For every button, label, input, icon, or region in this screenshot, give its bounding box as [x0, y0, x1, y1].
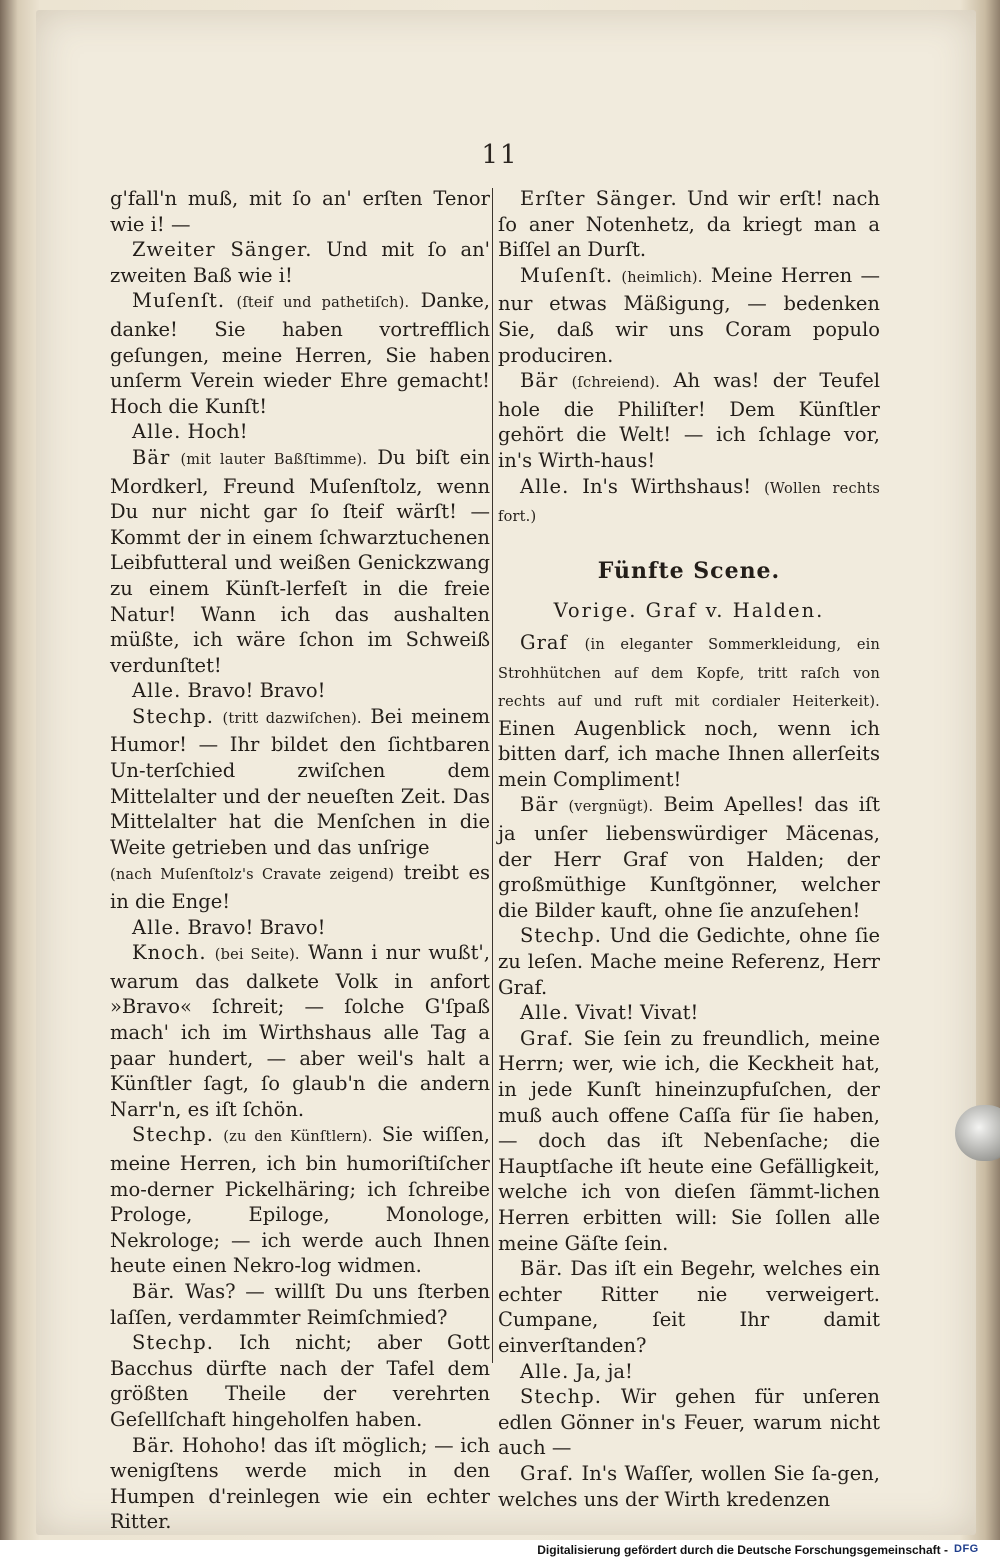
dialogue-paragraph [110, 704, 490, 861]
speaker-name: Alle. [132, 420, 182, 444]
stage-direction: (tritt dazwiſchen). [222, 710, 362, 727]
speaker-name: Graf. [520, 1026, 575, 1050]
speaker-name: Alle. [520, 1359, 570, 1383]
dialogue-text: Und wir erſt! nach ſo aner Notenhetz, da kriegt man a Biſſel an Durſt. [498, 187, 880, 262]
dialogue-text: Du biſt ein Mordkerl, Freund Muſenſtolz, wenn Du nur nicht gar ſo ſteif wärſt! — Kommt der in einem ſchwarztuchenen Leibfutteral und weißen Genickzwang zu einem Künſt‑lerfeſt in die freie Natur! Wann ich das aushalten müßte, ich wäre ſchon im Schweiß verdunſtet! [110, 445, 491, 677]
speaker-name: Stechp. [132, 704, 214, 728]
dialogue-text: Hohoho! das iſt möglich; — ich wenigſtens werde mich in den Humpen d'reinlegen wie ein echter Ritter. [110, 1433, 491, 1534]
dialogue-paragraph [498, 474, 880, 531]
speaker-name: Stechp. [132, 1331, 214, 1355]
speaker-name: Graf [520, 630, 568, 654]
dialogue-paragraph [498, 1256, 880, 1358]
dialogue-paragraph [498, 263, 880, 368]
speaker-name: Bär. [132, 1279, 176, 1303]
speaker-name: Muſenſt. [520, 263, 614, 287]
dialogue-text: Beim Apelles! das iſt ja unſer liebenswürdiger Mäcenas, der Herr Graf von Halden; der großmüthige Kunſtgönner, welcher die Bilder kauft, ohne ſie anzuſehen! [498, 793, 880, 922]
dialogue-text: Meine Herren — nur etwas Mäßigung, — bedenken Sie, daß wir uns Coram populo produciren. [498, 263, 881, 367]
dialogue-text: Was? — willſt Du uns ſterben laſſen, verdammter Reimſchmied? [110, 1279, 490, 1329]
dialogue-paragraph [498, 923, 880, 1000]
dialogue-text: Einen Augenblick noch, wenn ich bitten darf, ich mache Ihnen allerſeits mein Compliment! [498, 716, 880, 791]
speaker-name: Bär [132, 445, 171, 469]
dialogue-paragraph [110, 940, 490, 1122]
dialogue-text: Bravo! Bravo! [187, 915, 326, 939]
stage-direction: (vergnügt). [568, 799, 654, 816]
dialogue-paragraph [110, 445, 490, 678]
speaker-name: Stechp. [520, 924, 602, 948]
dialogue-text: Ich nicht; aber Gott Bacchus dürfte nach der Tafel dem größten Theile der verehrten Geſellſchaft hingeholfen haben. [110, 1331, 491, 1431]
dialogue-text: treibt es in die Enge! [110, 861, 490, 914]
stage-direction: (zu den Künſtlern). [223, 1129, 373, 1146]
dialogue-paragraph [498, 1026, 880, 1256]
stage-direction: (bei Seite). [214, 947, 300, 964]
dialogue-paragraph [110, 237, 490, 288]
speaker-name: Stechp. [520, 1385, 602, 1409]
dialogue-paragraph [110, 1279, 490, 1330]
dialogue-paragraph [498, 1000, 880, 1026]
stage-direction: (in eleganter Sommerkleidung, ein Strohhütchen auf dem Kopfe, tritt raſch von rechts auf und ruft mit cordialer Heiterkeit). [498, 636, 880, 711]
dialogue-paragraph [498, 368, 880, 473]
speaker-name: Erſter Sänger. [520, 187, 678, 210]
speaker-name: Alle. [132, 915, 182, 939]
speaker-name: Knoch. [132, 941, 207, 965]
speaker-name: Muſenſt. [132, 289, 226, 313]
dialogue-text: Wann i nur wußt', warum das dalkete Volk in anfort »Bravo« ſchreit; — ſolche G'ſpaß mach' ich im Wirthshaus alle Tag a paar hundert, — aber weil's halt a Künſtler ſagt, ſo glaub'n die andern Narr'n, es iſt ſchön. [110, 941, 490, 1121]
stage-direction: (heimlich). [621, 269, 703, 286]
dialogue-paragraph [498, 186, 880, 263]
speaker-name: Bär. [520, 1257, 564, 1281]
dialogue-paragraph [498, 630, 880, 793]
right-text-column [498, 186, 880, 1512]
dfg-logo: DFG [954, 1543, 979, 1555]
dialogue-paragraph [110, 1330, 490, 1432]
dialogue-paragraph [110, 915, 490, 941]
stage-direction: (ſteif und pathetiſch). [236, 295, 410, 312]
dialogue-paragraph [110, 1122, 490, 1279]
column-divider [492, 188, 493, 1363]
speaker-name: Zweiter Sänger. [132, 238, 313, 262]
dialogue-text: Sie ſein zu freundlich, meine Herrn; wer, wie ich, die Keckheit hat, in jede Kunſt hineinzupfuſchen, der muß auch offene Caſſa für ſie haben, — doch das iſt Nebenſache; die Hauptſache iſt heute eine Gefälligkeit, welche ich von dieſen ſämmt‑lichen Herren erbitten will: Sie ſollen alle meine Gäſte ſein. [498, 1026, 881, 1255]
speaker-name: Bär [520, 793, 559, 817]
dialogue-text: Danke, danke! Sie haben vortrefflich geſungen, meine Herren, Sie haben unſerm Verein wieder Ehre gemacht! Hoch die Kunſt! [110, 289, 490, 418]
speaker-name: Stechp. [132, 1123, 214, 1147]
page-number: 11 [481, 140, 519, 170]
dialogue-paragraph [110, 288, 490, 419]
dialogue-text: In's Waſſer, wollen Sie ſa‑gen, welches uns der Wirth kredenzen [498, 1461, 880, 1511]
dialogue-text: Sie wiſſen, meine Herren, ich bin humoriſtiſcher mo‑derner Pickelhäring; ich ſchreibe Prologe, Epiloge, Monologe, Nekrologe; — ich werde auch Ihnen heute einen Nekro‑log widmen. [110, 1123, 491, 1278]
funding-notice: Digitalisierung gefördert durch die Deutsche Forschungsgemeinschaft - [537, 1543, 948, 1557]
stage-direction: (ſchreiend). [571, 375, 661, 392]
dialogue-text: Bei meinem Humor! — Ihr bildet den ſichtbaren Un‑terſchied zwiſchen dem Mittelalter und der neueſten Zeit. Das Mittelalter hat die Menſchen in die Weite getrieben und das unſrige [110, 704, 490, 859]
footer-bar [0, 1540, 1000, 1560]
stage-direction: (nach Muſenſtolz's Cravate zeigend) [110, 867, 395, 884]
speaker-name: Bär [520, 369, 559, 393]
dialogue-paragraph [498, 792, 880, 923]
dialogue-paragraph [110, 419, 490, 445]
left-text-column [110, 186, 490, 1535]
dialogue-text: Ah was! der Teufel hole die Philiſter! Dem Künſtler gehört die Welt! — ich ſchlage vor, in's Wirth‑haus! [498, 369, 880, 472]
dialogue-text: Hoch! [187, 420, 248, 444]
dialogue-paragraph [110, 186, 490, 237]
stage-direction: (Wollen rechts fort.) [498, 480, 880, 526]
stage-direction: (mit lauter Baßſtimme). [180, 451, 368, 468]
dialogue-paragraph [110, 678, 490, 704]
dialogue-text: Das iſt ein Begehr, welches ein echter Ritter nie verweigert. Cumpane, ſeit Ihr damit einverſtanden? [498, 1257, 881, 1357]
speaker-name: Alle. [520, 474, 570, 498]
speaker-name: Graf. [520, 1461, 575, 1485]
dialogue-paragraph [498, 1384, 880, 1461]
speaker-name: Alle. [132, 679, 182, 703]
dialogue-text: Wir gehen für unſeren edlen Gönner in's Feuer, warum nicht auch — [498, 1385, 880, 1460]
dialogue-text: Bravo! Bravo! [187, 679, 326, 703]
dialogue-paragraph [110, 1433, 490, 1535]
dialogue-text: Und mit ſo an' zweiten Baß wie i! [110, 238, 491, 287]
scene-cast-list: Vorige. Graf v. Halden. [553, 599, 825, 623]
dialogue-paragraph [110, 860, 490, 914]
dialogue-text: Und die Gedichte, ohne ſie zu leſen. Mache meine Referenz, Herr Graf. [498, 924, 881, 999]
dialogue-text: Vivat! Vivat! [575, 1001, 699, 1025]
dialogue-text: In's Wirthshaus! [582, 474, 752, 498]
scene-heading: Fünfte Scene. [597, 557, 781, 584]
speaker-name: Alle. [520, 1001, 570, 1025]
speaker-name: Bär. [132, 1433, 176, 1457]
dialogue-paragraph [498, 1359, 880, 1385]
dialogue-text: Ja, ja! [575, 1359, 633, 1383]
dialogue-text: g'fall'n muß, mit ſo an' erſten Tenor wie i! — [110, 187, 490, 236]
dialogue-paragraph [498, 1461, 880, 1512]
